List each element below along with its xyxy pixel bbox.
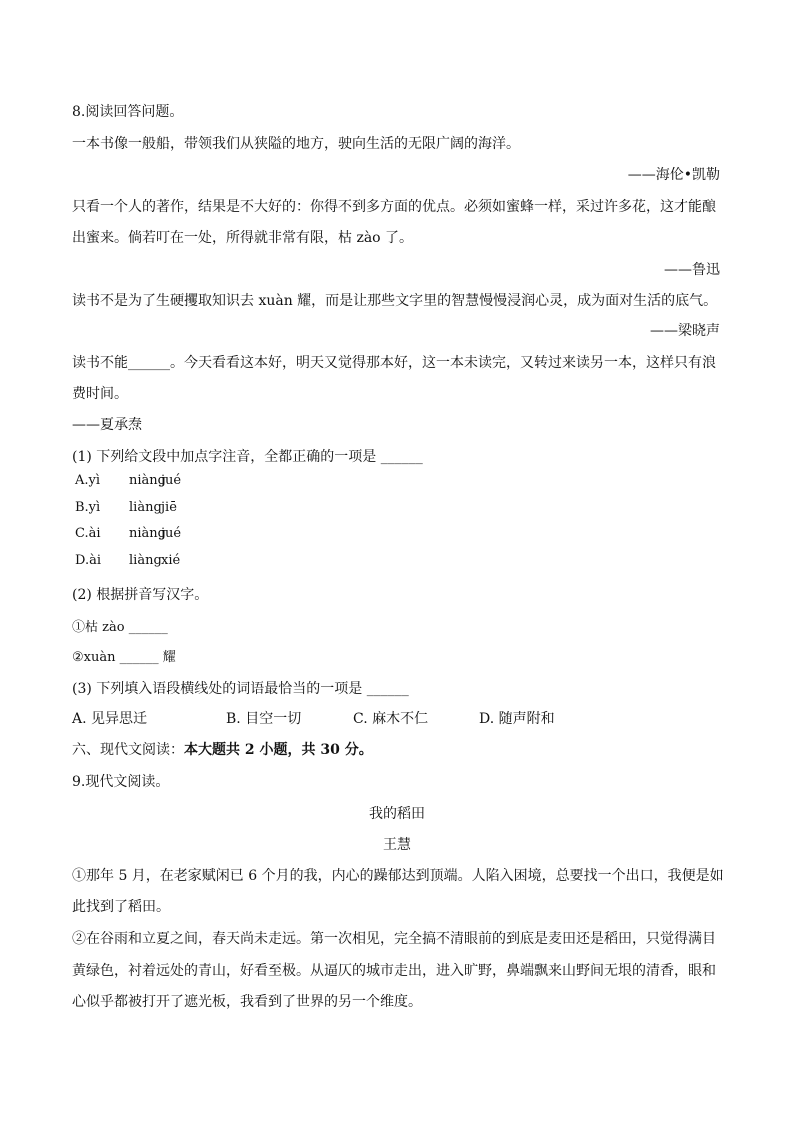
question-8-heading: 8.阅读回答问题。 (72, 104, 184, 120)
article-author: 王慧 (383, 837, 411, 853)
sub-question-3: (3) 下列填入语段横线处的词语最恰当的一项是 ______ (72, 681, 409, 697)
option-a-label: A.yì (75, 473, 101, 488)
section-6-prefix: 六、现代文阅读： (72, 742, 184, 758)
option-c-c: jué (161, 526, 182, 541)
section-6-detail: 本大题共 2 小题，共 30 分。 (184, 742, 373, 758)
article-para-2-line-1: ②在谷雨和立夏之间，春天尚未走远。第一次相见，完全搞不清眼前的到底是麦田还是稻田，只觉得满目 (72, 931, 716, 947)
article-title: 我的稻田 (369, 806, 425, 822)
quote-4-line-2: 费时间。 (72, 386, 128, 402)
quote-3: 读书不是为了生硬攫取知识去 xuàn 耀，而是让那些文字里的智慧慢慢浸润心灵，成为面对生活的底气。 (72, 293, 718, 309)
question-9-heading: 9.现代文阅读。 (72, 774, 170, 790)
quote-3-author: ——梁晓声 (650, 323, 720, 339)
quote-2-line-1: 只看一个人的著作，结果是不大好的：你得不到多方面的优点。必须如蜜蜂一样，采过许多花，这才能酿 (72, 199, 716, 215)
option-c-b: niàng (129, 526, 166, 541)
option-b-label: B.yì (75, 500, 101, 515)
section-6-heading (72, 741, 373, 759)
option-a-c: jué (161, 473, 182, 488)
article-para-1-line-1: ①那年 5 月，在老家赋闲已 6 个月的我，内心的躁郁达到顶端。人陷入困境，总要找一个出口，我便是如 (72, 868, 724, 884)
quote-4-line-1: 读书不能______。今天看看这本好，明天又觉得那本好，这一本未读完，又转过来读另一本，这样只有浪 (72, 355, 716, 371)
article-para-2-line-3: 心似乎都被打开了遮光板，我看到了世界的另一个维度。 (72, 994, 422, 1010)
option-b-b: liàng (129, 500, 162, 515)
choice-a: A. 见异思迁 (72, 711, 148, 727)
sub-question-2-item-1: ①枯 zào ______ (72, 620, 168, 635)
sub-question-2-item-2: ②xuàn ______ 耀 (72, 650, 176, 665)
option-a-b: niàng (129, 473, 166, 488)
quote-1-author: ——海伦•凯勒 (627, 167, 720, 183)
choice-c: C. 麻木不仁 (353, 711, 429, 727)
choice-d: D. 随声附和 (479, 711, 555, 727)
article-para-1-line-2: 此找到了稻田。 (72, 899, 170, 915)
choice-b: B. 目空一切 (226, 711, 302, 727)
option-c-label: C.ài (75, 526, 101, 541)
quote-2-line-2: 出蜜来。倘若叮在一处，所得就非常有限，枯 zào 了。 (72, 230, 414, 246)
option-d-b: liàng (129, 553, 162, 568)
quote-2-author: ——鲁迅 (664, 262, 720, 278)
article-para-2-line-2: 黄绿色，衬着远处的青山，好看至极。从逼仄的城市走出，进入旷野，鼻端飘来山野间无垠的清香，眼和 (72, 963, 716, 979)
sub-question-1: (1) 下列给文段中加点字注音，全都正确的一项是 ______ (72, 449, 423, 465)
quote-4-author: ——夏承焘 (72, 417, 142, 433)
quote-1: 一本书像一般船，带领我们从狭隘的地方，驶向生活的无限广阔的海洋。 (72, 136, 520, 152)
sub-question-2: (2) 根据拼音写汉字。 (72, 587, 209, 603)
option-d-label: D.ài (75, 553, 101, 568)
option-b-c: jiē (161, 500, 177, 515)
option-d-c: xié (161, 553, 181, 568)
